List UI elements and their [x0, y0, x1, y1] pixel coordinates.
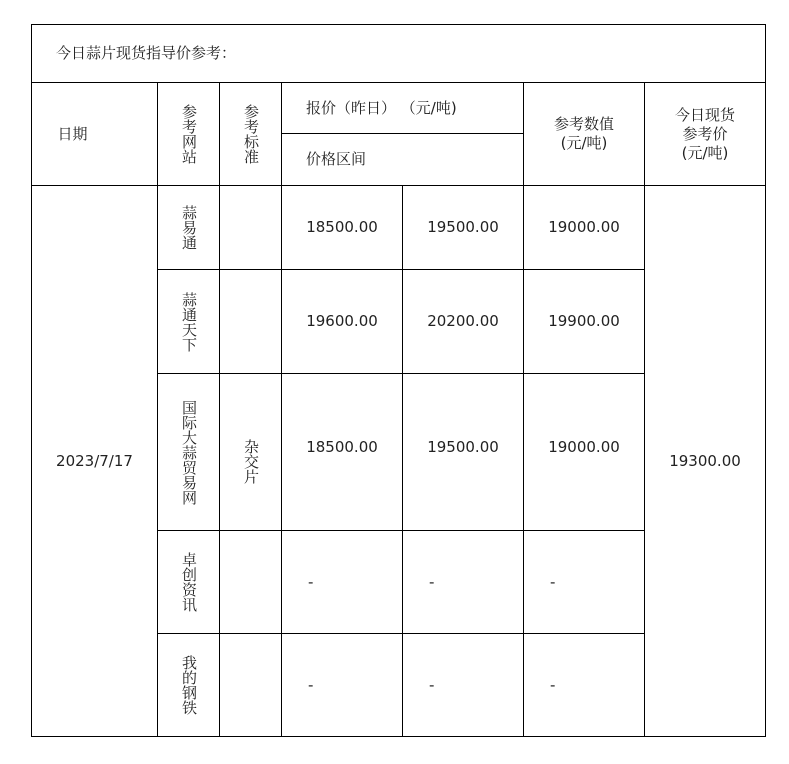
price-low: 18500.00 — [306, 437, 378, 456]
header-quote: 报价（昨日） （元/吨) — [306, 98, 457, 117]
ref-value: - — [550, 572, 556, 591]
table-title: 今日蒜片现货指导价参考： — [56, 43, 237, 62]
header-today-line3: (元/吨) — [681, 143, 729, 162]
price-high: - — [429, 572, 435, 591]
header-today-line2: 参考价 — [682, 124, 728, 143]
price-reference-table — [31, 24, 766, 737]
header-date: 日期 — [57, 124, 88, 143]
table-row-site — [158, 374, 219, 530]
price-low: - — [308, 572, 314, 591]
today-price-cell: 19300.00 — [669, 451, 741, 470]
standard-cell — [220, 186, 281, 736]
table-row-site — [158, 531, 219, 633]
ref-value: 19900.00 — [548, 312, 620, 330]
header-ref-value — [524, 83, 644, 185]
ref-value: 19000.00 — [548, 218, 620, 236]
price-low: - — [308, 675, 314, 694]
table-row-site — [158, 186, 219, 269]
site-name: 蒜通天下 — [180, 291, 198, 352]
price-low: 19600.00 — [306, 312, 378, 330]
header-today-line1: 今日现货 — [674, 105, 735, 124]
header-ref-value-line2: (元/吨) — [560, 134, 608, 152]
site-name: 蒜易通 — [180, 205, 198, 250]
header-ref-value-line1: 参考数值 — [553, 115, 614, 133]
ref-value: 19000.00 — [548, 437, 620, 456]
price-high: 19500.00 — [427, 218, 499, 236]
site-name: 国际大蒜贸易网 — [180, 399, 198, 505]
header-range: 价格区间 — [306, 150, 367, 168]
header-standard-cell — [220, 83, 281, 185]
standard-value: 杂交片 — [242, 438, 260, 484]
price-high: 19500.00 — [427, 437, 499, 456]
price-high: - — [429, 675, 435, 694]
header-standard: 参考标准 — [242, 104, 260, 164]
site-name: 我的钢铁 — [180, 655, 198, 715]
price-high: 20200.00 — [427, 312, 499, 330]
price-low: 18500.00 — [306, 218, 378, 236]
header-site-cell — [158, 83, 219, 185]
table-row-site — [158, 634, 219, 736]
header-site: 参考网站 — [180, 104, 198, 164]
border-line — [31, 736, 766, 737]
table-row-site — [158, 270, 219, 373]
site-name: 卓创资讯 — [180, 552, 198, 612]
border-line — [765, 24, 766, 737]
ref-value: - — [550, 675, 556, 694]
header-today-price — [645, 83, 765, 185]
date-cell: 2023/7/17 — [56, 451, 133, 470]
